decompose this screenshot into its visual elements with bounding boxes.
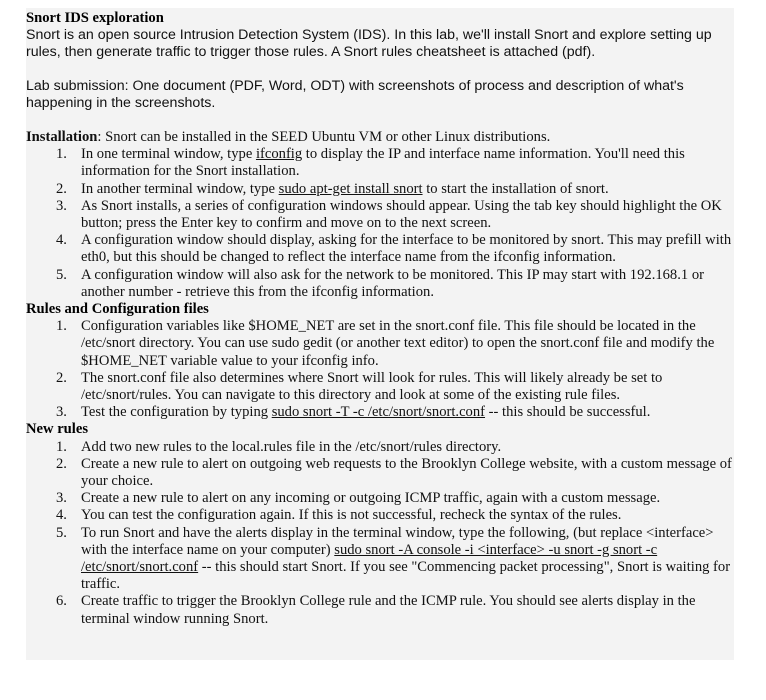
list-item: [26, 593, 734, 627]
list-item: [26, 370, 734, 404]
submission-paragraph: Lab submission: One document (PDF, Word, ODT) with screenshots of process and description of what's happening in the screenshots.: [26, 78, 684, 111]
list-item-text-cont: -- this should be successful.: [485, 404, 651, 421]
command-text: sudo apt-get install snort: [278, 180, 423, 197]
list-item-text: Create a new rule to alert on outgoing web requests to the Brooklyn College website, with a custom message of your choice.: [81, 455, 732, 490]
document-page: [26, 8, 734, 660]
list-item-text: Test the configuration by typing: [81, 404, 272, 421]
list-item-number: 4.: [56, 232, 67, 249]
list-item: [26, 232, 734, 266]
list-item-number: 3.: [56, 197, 67, 214]
list-item-text: Configuration variables like $HOME_NET are set in the snort.conf file. This file should be located in the /etc/snort directory. You can use sudo gedit (or another text editor) to open the snort.conf file and modify the $HOME_NET variable value to your ifconfig info.: [81, 318, 715, 369]
command-text: ifconfig: [255, 146, 303, 163]
installation-lead: : Snort can be installed in the SEED Ubuntu VM or other Linux distributions.: [97, 129, 551, 145]
list-item-number: 1.: [56, 438, 67, 455]
list-item-number: 4.: [56, 507, 67, 524]
list-item: [26, 318, 734, 370]
list-item-text: Create a new rule to alert on any incoming or outgoing ICMP traffic, again with a custom message.: [81, 490, 661, 507]
list-item-text: As Snort installs, a series of configuration windows should appear. Using the tab key should highlight the OK button; press the Enter key to confirm and move on to the next screen.: [81, 197, 722, 232]
list-item-number: 2.: [56, 369, 67, 386]
list-item-number: 3.: [56, 404, 67, 421]
list-item: [26, 525, 734, 594]
new-rules-heading: New rules: [26, 421, 89, 438]
new-rules-list: [26, 439, 734, 628]
list-item: [26, 198, 734, 232]
list-item: [26, 404, 734, 421]
list-item-text-cont: to display the IP and interface name information. You'll need this information for the Snort installation.: [81, 146, 685, 180]
rules-config-heading: Rules and Configuration files: [26, 301, 209, 318]
list-item-number: 5.: [56, 524, 67, 541]
list-item: [26, 490, 734, 507]
list-item: [26, 439, 734, 456]
list-item-text-cont: to start the installation of snort.: [422, 180, 609, 197]
list-item-text: Create traffic to trigger the Brooklyn College rule and the ICMP rule. You should see alerts display in the terminal window running Snort.: [81, 593, 696, 627]
list-item-number: 1.: [56, 146, 67, 163]
command-text: sudo snort -A console -i <interface> -u snort -g snort -c /etc/snort/snort.conf: [81, 541, 658, 576]
intro-paragraph: Snort is an open source Intrusion Detection System (IDS). In this lab, we'll install Snort and explore setting up rules, then generate traffic to trigger those rules. A Snort rules cheatsheet is attached (pdf).: [26, 27, 712, 60]
list-item: [26, 181, 734, 198]
list-item-number: 6.: [56, 593, 67, 610]
list-item-number: 3.: [56, 490, 67, 507]
list-item-text: You can test the configuration again. If this is not successful, recheck the syntax of the rules.: [81, 507, 622, 524]
list-item-text: The snort.conf file also determines where Snort will look for rules. This will likely already be set to /etc/snort/rules. You can navigate to this directory and look at some of the existing rule files.: [81, 369, 663, 404]
document-title: Snort IDS exploration: [26, 10, 164, 26]
list-item: [26, 456, 734, 490]
document-body: [26, 10, 734, 628]
list-item-text: In one terminal window, type: [81, 146, 256, 163]
list-item: [26, 146, 734, 180]
installation-heading: Installation: [26, 129, 98, 145]
list-item-text-cont: -- this should start Snort. If you see "Commencing packet processing", Snort is waiting for traffic.: [81, 559, 731, 593]
list-item: [26, 267, 734, 301]
list-item-text: A configuration window should display, asking for the interface to be monitored by snort. This may prefill with eth0, but this should be changed to reflect the interface name from the ifconfig information.: [81, 232, 732, 266]
command-text: sudo snort -T -c /etc/snort/snort.conf: [271, 404, 486, 421]
installation-list: [26, 146, 734, 301]
list-item-number: 5.: [56, 266, 67, 283]
list-item-text: In another terminal window, type: [81, 180, 279, 197]
list-item-number: 1.: [56, 318, 67, 335]
list-item-text: Add two new rules to the local.rules file in the /etc/snort/rules directory.: [81, 438, 502, 455]
list-item: [26, 507, 734, 524]
list-item-text: To run Snort and have the alerts display in the terminal window, type the following, (but replace <interface> with the interface name on your computer): [81, 524, 714, 558]
list-item-number: 2.: [56, 455, 67, 472]
rules-config-list: [26, 318, 734, 421]
installation-heading-line: [26, 129, 734, 146]
list-item-number: 2.: [56, 180, 67, 197]
list-item-text: A configuration window will also ask for the network to be monitored. This IP may start with 192.168.1 or another number - retrieve this from the ifconfig information.: [81, 266, 704, 300]
